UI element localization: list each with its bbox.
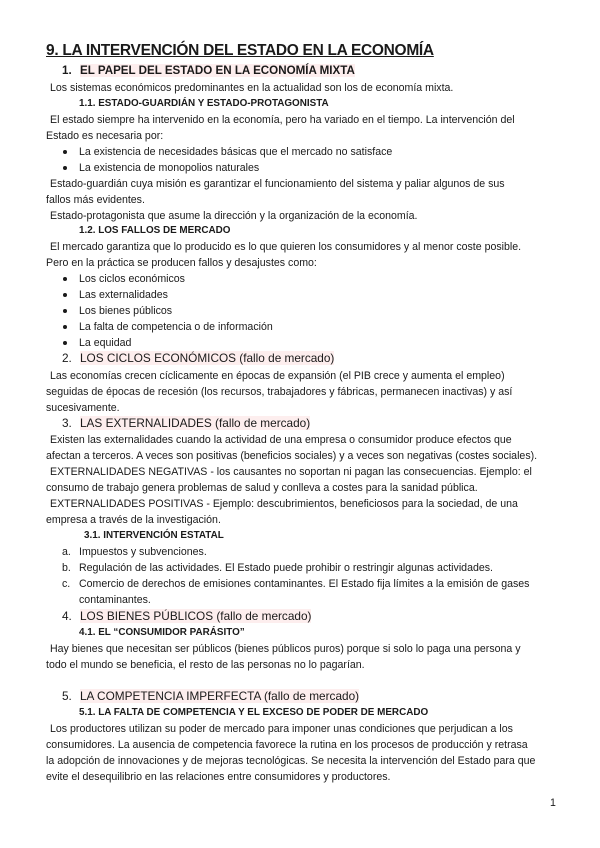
paragraph-line: Los productores utilizan su poder de mercado para imponer unas condiciones que perjudican a los xyxy=(50,723,513,735)
list-item: La existencia de necesidades básicas que el mercado no satisface xyxy=(79,146,393,158)
section-1-number: 1. xyxy=(62,64,72,77)
section-2-heading xyxy=(62,351,334,365)
paragraph-line: Las economías crecen cíclicamente en épocas de expansión (el PIB crece y aumenta el empleo) xyxy=(50,370,505,382)
bullet-icon xyxy=(63,277,67,281)
list-marker: b. xyxy=(62,562,71,574)
bullet-icon xyxy=(63,166,67,170)
paragraph-line: Pero en la práctica se producen fallos y desajustes como: xyxy=(46,257,317,269)
list-item: Impuestos y subvenciones. xyxy=(79,546,207,558)
paragraph-line: EXTERNALIDADES NEGATIVAS - los causantes no soportan ni pagan las consecuencias. Ejemplo: el xyxy=(50,466,532,478)
paragraph-line: Hay bienes que necesitan ser públicos (bienes públicos puros) porque si solo lo paga una persona y xyxy=(50,643,521,655)
document-title: 9. LA INTERVENCIÓN DEL ESTADO EN LA ECONOMÍA xyxy=(46,42,434,59)
paragraph-line: fallos más evidentes. xyxy=(46,194,145,206)
list-item: Los ciclos económicos xyxy=(79,273,185,285)
paragraph-line: Existen las externalidades cuando la actividad de una empresa o consumidor produce efectos que xyxy=(50,434,512,446)
paragraph-line: consumidores. La ausencia de competencia favorece la rutina en los procesos de producción y retrasa xyxy=(46,739,528,751)
section-4-title: LOS BIENES PÚBLICOS (fallo de mercado) xyxy=(80,609,312,623)
bullet-icon xyxy=(63,341,67,345)
section-2-title: LOS CICLOS ECONÓMICOS (fallo de mercado) xyxy=(80,351,335,365)
list-item: Comercio de derechos de emisiones contaminantes. El Estado fija límites a la emisión de gases xyxy=(79,578,530,590)
bullet-icon xyxy=(63,325,67,329)
paragraph-line: sucesivamente. xyxy=(46,402,120,414)
subsection-5-1-heading: 5.1. LA FALTA DE COMPETENCIA Y EL EXCESO DE PODER DE MERCADO xyxy=(79,707,429,718)
section-5-number: 5. xyxy=(62,689,72,703)
paragraph-line: Estado es necesaria por: xyxy=(46,130,164,142)
section-3-title: LAS EXTERNALIDADES (fallo de mercado) xyxy=(80,416,311,430)
section-3-heading xyxy=(62,416,310,430)
list-item: Las externalidades xyxy=(79,289,168,301)
paragraph-line: seguidas de épocas de recesión (los recursos, trabajadores y fábricas, permanecen inactivas) y así xyxy=(46,386,513,398)
section-5-title: LA COMPETENCIA IMPERFECTA (fallo de mercado) xyxy=(80,689,360,703)
list-item: La falta de competencia o de información xyxy=(79,321,273,333)
list-item-continuation: contaminantes. xyxy=(79,594,151,606)
list-marker: c. xyxy=(62,578,71,590)
paragraph-line: todo el mundo se beneficia, el resto de las personas no lo pagarían. xyxy=(46,659,365,671)
section-1-title: EL PAPEL DEL ESTADO EN LA ECONOMÍA MIXTA xyxy=(80,64,355,77)
section-1-intro: Los sistemas económicos predominantes en la actualidad son los de economía mixta. xyxy=(50,82,454,94)
paragraph-line: consumo de trabajo genera problemas de salud y conlleva a costes para la sanidad pública. xyxy=(46,482,478,494)
paragraph-line: El mercado garantiza que lo producido es lo que quieren los consumidores y al menor coste posible. xyxy=(50,241,522,253)
bullet-icon xyxy=(63,150,67,154)
section-1-heading xyxy=(62,64,355,78)
list-item: La existencia de monopolios naturales xyxy=(79,162,260,174)
paragraph-line: Estado-guardián cuya misión es garantizar el funcionamiento del sistema y paliar algunos de sus xyxy=(50,178,505,190)
paragraph-line: empresa a través de la investigación. xyxy=(46,514,221,526)
list-marker: a. xyxy=(62,546,71,558)
list-item: La equidad xyxy=(79,337,132,349)
section-4-heading xyxy=(62,609,311,623)
section-4-number: 4. xyxy=(62,609,72,623)
paragraph-line: El estado siempre ha intervenido en la economía, pero ha variado en el tiempo. La intervención del xyxy=(50,114,515,126)
subsection-3-1-heading: 3.1. INTERVENCIÓN ESTATAL xyxy=(84,530,224,541)
bullet-icon xyxy=(63,293,67,297)
section-2-number: 2. xyxy=(62,351,72,365)
subsection-1-2-heading: 1.2. LOS FALLOS DE MERCADO xyxy=(79,225,231,236)
page-number: 1 xyxy=(550,797,556,809)
paragraph-line: la adopción de innovaciones y de mejoras tecnológicas. Se necesita la intervención del Estado para que xyxy=(46,755,536,767)
paragraph-line: afectan a terceros. A veces son positivas (beneficios sociales) y a veces son negativas (costes sociales). xyxy=(46,450,538,462)
section-3-number: 3. xyxy=(62,416,72,430)
subsection-1-1-heading: 1.1. ESTADO-GUARDIÁN Y ESTADO-PROTAGONISTA xyxy=(79,98,329,109)
paragraph-line: evite el desequilibrio en las relaciones entre consumidores y productores. xyxy=(46,771,391,783)
bullet-icon xyxy=(63,309,67,313)
section-5-heading xyxy=(62,689,359,703)
subsection-4-1-heading: 4.1. EL “CONSUMIDOR PARÁSITO” xyxy=(79,627,245,638)
list-item: Los bienes públicos xyxy=(79,305,173,317)
paragraph-line: Estado-protagonista que asume la dirección y la organización de la economía. xyxy=(50,210,418,222)
list-item: Regulación de las actividades. El Estado puede prohibir o restringir algunas actividades. xyxy=(79,562,493,574)
paragraph-line: EXTERNALIDADES POSITIVAS - Ejemplo: descubrimientos, beneficiosos para la sociedad, de una xyxy=(50,498,518,510)
